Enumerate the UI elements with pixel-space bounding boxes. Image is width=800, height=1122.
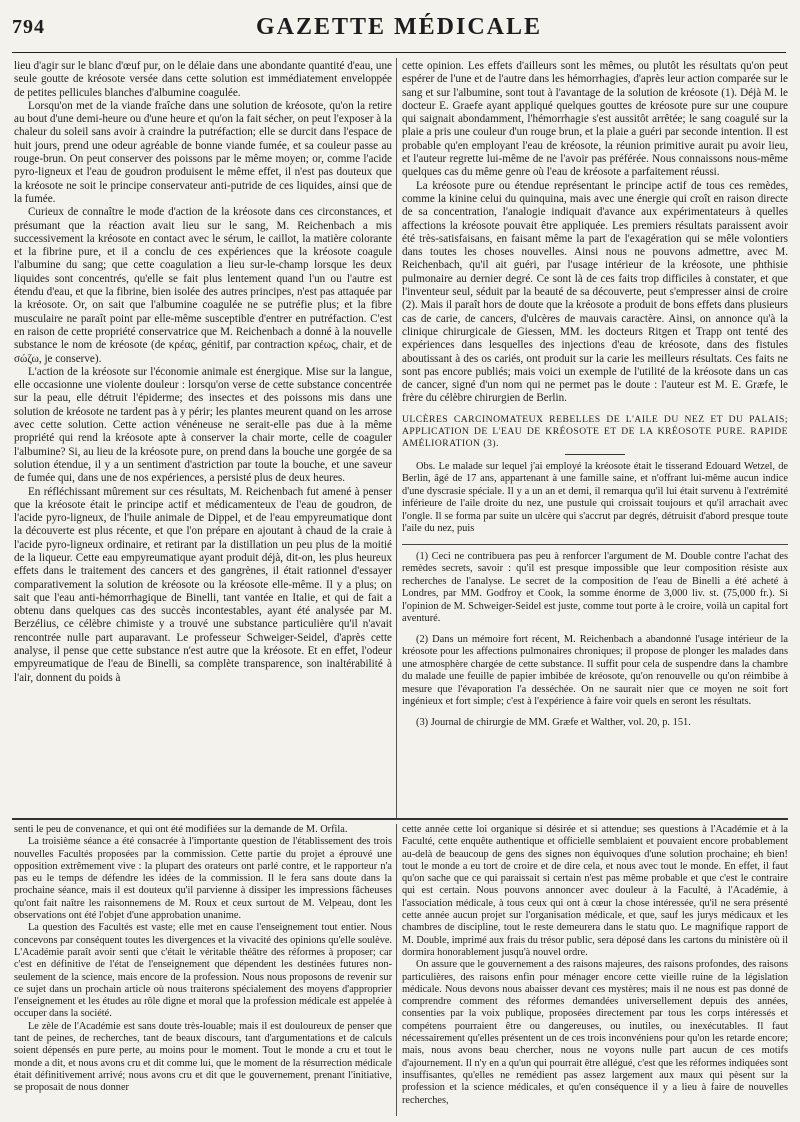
paragraph: Curieux de connaître le mode d'action de la kréosote dans ces circonstances, et présumant que la réaction avait lieu sur le sang, M. Reichenbach a mis successivement la kréosote en contact avec le sérum, le caillot, la matière colorante et la fibrine pure, et il a conclu de ces expériences que la kréosote coagule l'albumine du sang; que cette coagulation a lieu sur-le-champ lorsque les deux liquides sont concentrés, qu'elle se fait plus lentement quand l'un ou l'autre est étendu d'eau, et que la fibrine, bien isolée des autres principes, n'est pas attaquée par la kréosote. Or, on sait que l'albumine coagulée ne se putréfie plus; et la fibre musculaire ne paraît point par elle-même susceptible d'entrer en putréfaction. C'est en raison de cette propriété conservatrice que M. Reichenbach a donné à la nouvelle substance le nom de kréosote (de κρέας, génitif, par contraction κρέως, chair, et de σώζω, je conserve).	[14, 206, 392, 365]
column-divider	[396, 58, 397, 818]
case-heading: ULCÈRES CARCINOMATEUX REBELLES DE L'AILE DU NEZ ET DU PALAIS; APPLICATION DE L'EAU DE KRÉOSOTE ET DE LA KRÉOSOTE PURE. RAPIDE AMÉLIORATION (3).	[402, 414, 788, 455]
paragraph: L'action de la kréosote sur l'économie animale est énergique. Mise sur la langue, elle occasionne une violente douleur : lorsqu'on verse de cette substance concentrée sur la peau, elle détruit l'épiderme; des insectes et des poissons mis dans une solution de kréosote ne tardent pas à y périr; les plantes meurent quand on les arrose avec cette solution. Cette action vénéneuse ne serait-elle pas due à la même propriété qui rend la kréosote apte à conserver la chair morte, celle de coaguler l'albumine? Si, au lieu de la kréosote pure, on prend dans la bouche une gorgée de sa solution étendue, il y a un sentiment d'astriction par toute la bouche, et une saveur de fumée qui, dans une de nos expériences, a persisté plus de deux heures.	[14, 365, 392, 485]
footnote-2: (2) Dans un mémoire fort récent, M. Reichenbach a abandonné l'usage intérieur de la kréosote pour les affections pulmonaires chroniques; il propose de plonger les malades dans une atmosphère chargée de cette substance. Il suffit pour cela de suspendre dans la chambre du malade une feuille de papier imbibée de kréosote, qu'on renouvelle ou qu'on réimbibe à mesure que l'évaporation l'a desséchée. On ne saurait nier que ce moyen ne soit fort ingénieux et fort simple; c'est à l'expérience à faire voir quels en seront les résultats.	[402, 633, 788, 708]
paragraph: La kréosote pure ou étendue représentant le principe actif de tous ces remèdes, comme la kinine celui du quinquina, mais avec une énergie qui croît en raison directe de sa concentration, l'analogie indiquait d'avance aux expérimentateurs à quelles affections la kréosote pouvait être appliquée. Les premiers résultats paraissent avoir été très-satisfaisans, en faisant même la part de l'exagération qui se mêle volontiers dans toutes les choses nouvelles. Ainsi nous ne pouvons admettre, avec M. Reichenbach, qu'il ait guéri, par l'usage intérieur de la kréosote, une phthisie pulmonaire au dernier degré. Ce sont là de ces faits trop difficiles à constater, et que l'inventeur seul, séduit par la beauté de sa découverte, peut s'empresser ainsi de croire (2). Mais il paraît hors de doute que la kréosote a produit de bons effets dans plusieurs cas de carie, de cancers, d'ulcères de mauvais caractère. Ainsi, on annonce qu'à la clinique chirurgicale de Giessen, MM. les docteurs Ritgen et Trapp ont tenté des expériences dans lesquelles des injections d'eau de kréosote, dans des fistules aboutissant à des os cariés, ont produit sur la carie les meilleurs résultats. Ces faits ne sont pas encore publiés; mais voici un exemple de l'utilité de la kréosote dans un cas de cancer, signé d'un nom qui ne permet pas le doute : l'auteur est M. E. Græfe, le frère du célèbre chirurgien de Berlin.	[402, 179, 788, 405]
feuilleton-column-right	[402, 824, 788, 1116]
paragraph: La troisième séance a été consacrée à l'importante question de l'établissement des trois nouvelles Facultés proposées par la commission. Cette partie du projet a éprouvé une opposition extrêmement vive : la plupart des orateurs ont parlé contre, et le rapporteur n'a pas eu le temps de défendre les idées de la commission. Il le fera sans doute dans la prochaine séance, mais il est douteux qu'il parvienne à dissiper les impressions fâcheuses qu'ont fait naître les raisonnemens de M. Roux et ceux surtout de M. Velpeau, dont les observations ont été l'objet d'une approbation unanime.	[14, 836, 392, 922]
paragraph: senti le peu de convenance, et qui ont été modifiées sur la demande de M. Orfila.	[14, 824, 348, 835]
paragraph: En réfléchissant mûrement sur ces résultats, M. Reichenbach fut amené à penser que la kréosote était le principe actif et médicamenteux de l'eau de goudron, de l'acide pyro-ligneux, de l'huile animale de Dippel, et de l'eau empyreumatique dont la découverte est plus récente, et que l'on prépare en ajoutant à chaud de la craie à l'acide pyro-ligneux ordinaire, et retirant par la distillation un peu plus de la moitié de la liqueur. Cette eau empyreumatique ayant produit déjà, dit-on, les plus heureux effets dans le traitement des cancers et des gangrènes, il était rationnel d'essayer comparativement la solution de kréosote ou la kréosote elle-même. Il y a plus; on sait que l'eau anti-hémorrhagique de Binelli, tant vantée en Italie, et qui de fait a obtenu dans quelques cas des succès incontestables, ayant été analysée par M. Berzélius, ce célèbre chimiste y a trouvé une substance particulière qu'il n'avait rencontrée nulle part auparavant. Le professeur Schweiger-Seidel, d'après cette analyse, il pense que cette substance n'est autre que la kréosote. Et en effet, l'odeur empyreumatique de l'eau de Binelli, sa complète transparence, son inaltérabilité à l'air, donnent du poids à	[14, 485, 392, 684]
paragraph: Le zèle de l'Académie est sans doute très-louable; mais il est douloureux de penser que tant de peines, de recherches, tant de beaux discours, tant d'argumentations et de calculs soient dépensés en pure perte, au moins pour le moment. Tout le monde a cru et tout le monde a dit, et nous avons cru et dit comme lui, que le moment de la résurrection médicale était définitivement arrivé; nous avons cru et dit que le gouvernement, prenant l'initiative, se proposait de nous donner	[14, 1020, 392, 1094]
paragraph: Lorsqu'on met de la viande fraîche dans une solution de kréosote, qu'on la retire au bout d'une demi-heure ou d'une heure et qu'on la fait sécher, on peut l'exposer à la chaleur du soleil sans avoir à craindre la putréfaction; elle se durcit dans l'espace de huit jours, prend une odeur agréable de bonne viande fumée, et sa couleur passe au rouge-brun. On peut conserver des poissons par le même moyen; or, comme l'acide pyro-ligneux et l'eau de goudron produisent le même effet, il n'est pas douteux que la kréosote ne soit le principe conservateur anti-putride de ces liquides, ainsi que de la fumée.	[14, 99, 392, 205]
footnote-1: (1) Ceci ne contribuera pas peu à renforcer l'argument de M. Double contre l'achat des remèdes secrets, savoir : qu'il est presque impossible que leur composition résiste aux recherches de l'analyse. Le secret de la composition de l'eau de Binelli a été acheté à Londres, par MM. Godfroy et Cook, la somme énorme de 3,000 liv. st. (75,000 fr.). Si l'opinion de M. Schweiger-Seidel est juste, comme tout porte à le croire, voilà un capital fort aventuré.	[402, 550, 788, 625]
paragraph: lieu d'agir sur le blanc d'œuf pur, on le délaie dans une abondante quantité d'eau, une seule goutte de kréosote versée dans cette solution est immédiatement enveloppée de petites pellicules blanches d'albumine coagulée.	[14, 60, 392, 99]
page-number: 794	[12, 16, 45, 38]
paragraph: La question des Facultés est vaste; elle met en cause l'enseignement tout entier. Nous concevons par conséquent toutes les divergences et la vivacité des opinions qu'elle soulève. L'Académie paraît avoir senti que c'était le véritable théâtre des réformes à proposer; car c'est en définitive de l'état de l'enseignement que dépendent les destinées futures non-seulement de la science, mais encore de la profession. Nous nous proposons de revenir sur ce sujet dans un prochain article où nous traiterons spécialement des moyens d'approprier l'enseignement et les études au rôle digne et moral que la profession médicale est appelée à occuper dans la société.	[14, 922, 392, 1020]
feuilleton-column-left	[14, 824, 392, 1116]
footnote-3: (3) Journal de chirurgie de MM. Græfe et Walther, vol. 20, p. 151.	[416, 716, 691, 728]
journal-title: GAZETTE MÉDICALE	[255, 14, 543, 40]
column-divider	[396, 824, 397, 1116]
paragraph: cette année cette loi organique si désirée et si attendue; ses questions à l'Académie et à la Faculté, cette enquête authentique et officielle semblaient et pouvaient encore probablement au-delà de beaucoup de gens des signes non équivoques d'une solution prochaine; eh bien! tout le monde a eu tort de croire et de dire cela, et nous avec tout le monde. En effet, il faut qu'on sache que ce qui paraissait si certain n'est pas même probable et que c'est le contraire qui est certain. Nous pouvons annoncer avec douleur à la Faculté, à l'Académie, à l'association médicale, à tous ceux qui ont à cœur la chose intéressée, qu'il ne sera présenté cette année aucun projet sur l'organisation médicale, et que, sauf les jurys médicaux et les chambres de discipline, tout le reste demeurera dans le statu quo. Le magnifique rapport de M. Double, imprimé aux frais du trésor public, sera déposé dans les cartons du ministère où il dormira honorablement jusqu'à nouvel ordre.	[402, 824, 788, 958]
footnotes	[402, 544, 788, 730]
paragraph: cette opinion. Les effets d'ailleurs sont les mêmes, ou plutôt les résultats qu'on peut espérer de l'une et de l'autre dans les hémorrhagies, d'après leur action comparée sur le sang et sur l'albumine, sont tout à l'avantage de la solution de kréosote (1). Déjà M. le docteur E. Graefe ayant appliqué quelques gouttes de kréosote pure sur une coupure qui saignait abondamment, l'hémorrhagie s'est aussitôt arrêtée; le sang coagulé sur la plaie a pris une couleur d'un rouge brun, et la plaie a guéri par seconde intention. Il est probable qu'en employant l'eau de kréosote, la réunion primitive aurait pu avoir lieu, et l'auteur regrette lui-même de ne l'avoir pas préférée. Nous connaissons nous-même quelques cas du même genre où l'eau de kréosote a parfaitement réussi.	[402, 60, 788, 179]
paragraph: On assure que le gouvernement a des raisons majeures, des raisons profondes, des raisons particulières, des raisons enfin pour ménager encore cette vieille ruine de la législation médicale. Nous devons nous abaisser devant ces mystères; mais il ne nous est pas donné de comprendre comment des réformes demandées universellement depuis des années, consenties par la voix publique, proposées directement par tous les corps intéressés et compétens pourraient être ou dangereuses, ou inutiles, ou inexécutables. Il faut nécessairement qu'elles présentent un de ces trois inconvéniens pour qu'on les retarde encore; mais, nous avons beau chercher, nous ne voyons nulle part aucun de ces motifs d'ajournement. Il n'y en a qu'un qui pourrait être allégué, c'est que les réformes indiquées sont insuffisantes, qu'elles ne remédient pas assez largement aux maux qui pèsent sur la profession et la science médicales, et qu'en conséquence il y a lieu à faire de nouvelles recherches,	[402, 959, 788, 1106]
section-divider	[12, 818, 788, 820]
page-header	[12, 12, 786, 53]
observation-paragraph: Obs. Le malade sur lequel j'ai employé la kréosote était le tisserand Edouard Wetzel, de Berlin, âgé de 17 ans, appartenant à une famille saine, et n'offrant lui-même aucun indice d'une dyscrasie spéciale. Il y a un an et demi, il remarqua qu'il lui était survenu à l'extrémité inférieure de l'aile droite du nez, une pustule qui croissait toujours et qu'il arrachait avec l'ongle. Il se forma par suite un ulcère qui s'accrut par degrés, détruisit d'abord presque toute l'aile du nez, puis	[402, 460, 788, 535]
